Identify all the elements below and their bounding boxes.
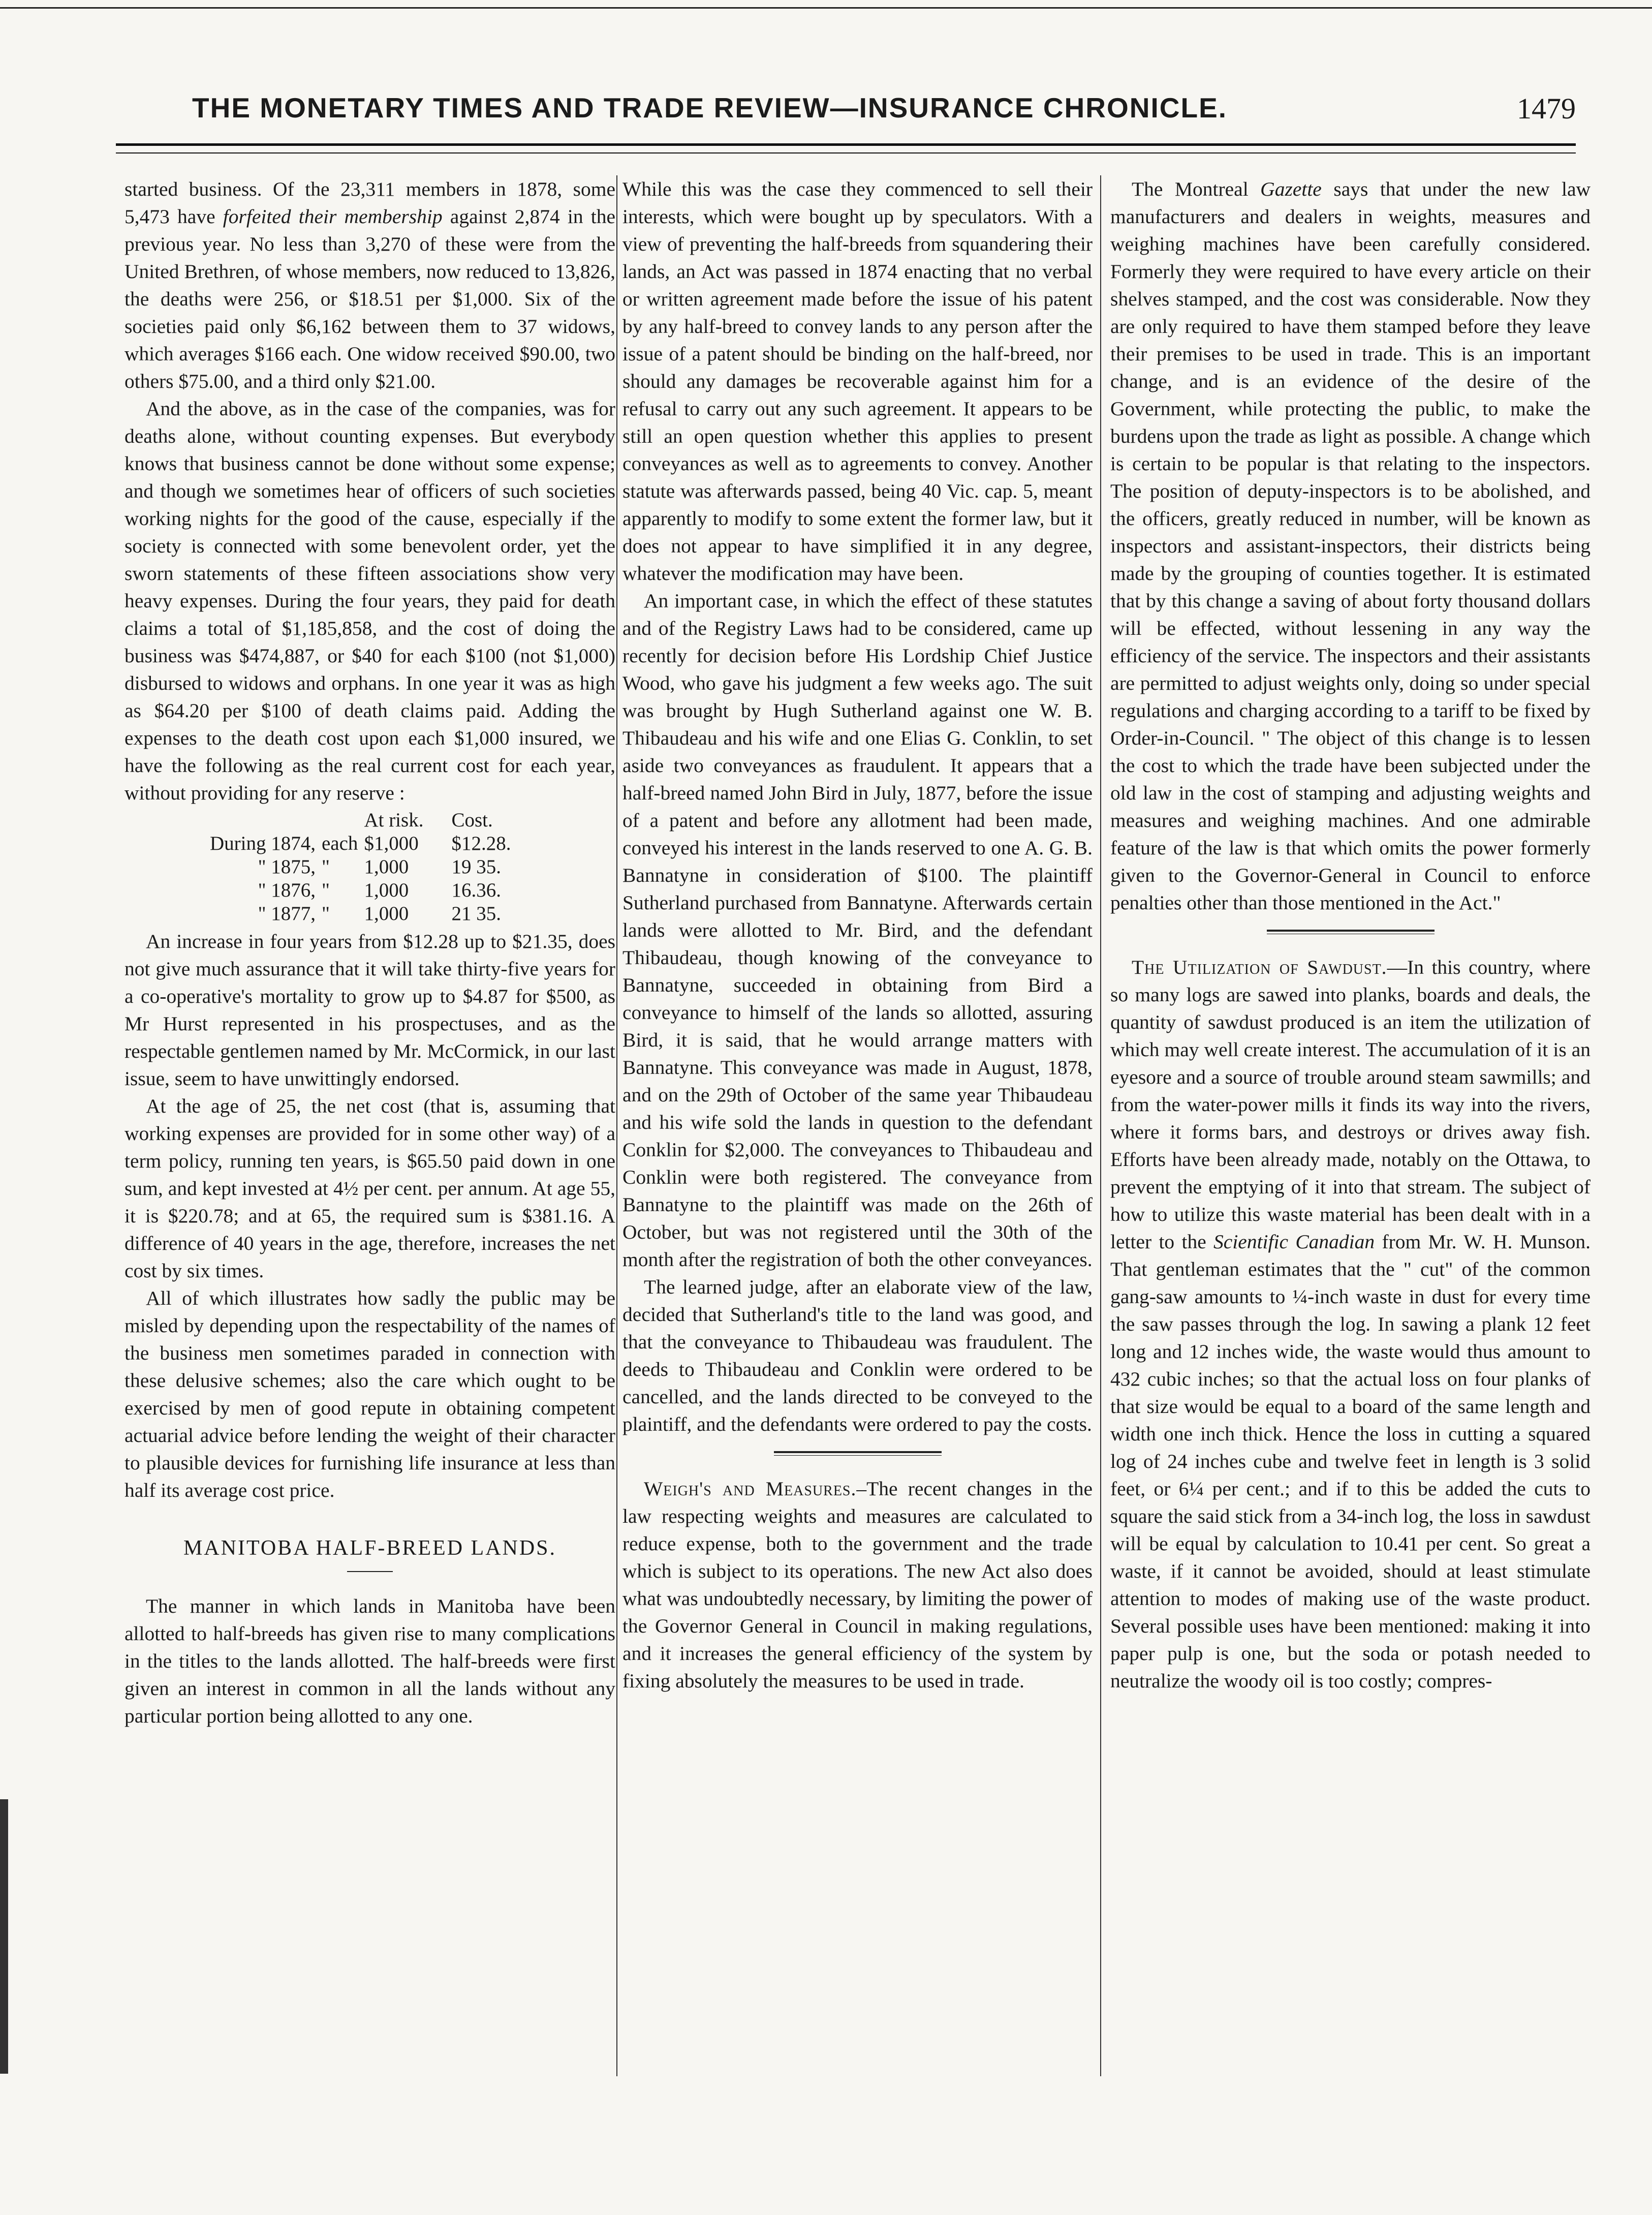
table-cell: ": [322, 856, 330, 878]
table-cell: " 1876,: [258, 879, 316, 901]
paragraph: [1110, 953, 1591, 1695]
table-cell: " 1875,: [258, 856, 316, 878]
header-rule-thick: [116, 143, 1576, 146]
paragraph: [1110, 175, 1591, 916]
header-rule-thin: [116, 152, 1576, 153]
paragraph: All of which illustrates how sadly the public may be misled by depending upon the respectability of the names of the business men sometimes paraded in connection with these delusive schemes; also the care which ought to be exercised by men of good repute in obtaining competent actuarial advice before lending the weight of their character to plausible devices for furnishing life insurance at less than half its average cost price.: [124, 1287, 615, 1501]
paragraph: While this was the case they commenced to sell their interests, which were bought up by speculators. With a view of preventing the half-breeds from squandering their lands, an Act was passed in 1874 enacting that no verbal or written agreement made before the issue of his patent by any half-breed to convey lands to any person after the issue of a patent should be binding on the half-breed, nor should any damages be recoverable against him for a refusal to carry out any such agreement. It appears to be still an open question whether this applies to present conveyances as well as to agreements to convey. Another statute was afterwards passed, being 40 Vic. cap. 5, meant apparently to modify to some extent the former law, but it does not appear to have simplified it in any degree, whatever the modification may have been.: [622, 178, 1093, 584]
section-separator: [774, 1451, 942, 1456]
section-separator: [1267, 930, 1435, 934]
table-row: [124, 855, 615, 879]
table-row: [124, 879, 615, 902]
paragraph: An important case, in which the effect of these statutes and of the Registry Laws had to be considered, came up recently for decision before His Lordship Chief Justice Wood, who gave his judgment a few weeks ago. The suit was brought by Hugh Sutherland against one W. B. Thibaudeau and his wife and one Elias G. Conklin, to set aside two conveyances as fraudulent. It appears that a half-breed named John Bird in July, 1877, before the issue of a patent and before any allotment had been made, conveyed his interest in the lands reserved to one A. G. B. Bannatyne in consideration of $100. The plaintiff Sutherland purchased from Bannatyne. Afterwards certain lands were allotted to Mr. Bird, and the defendant Thibaudeau, though knowing of the conveyance to Bannatyne, succeeded in obtaining from Bird a conveyance to himself of the lands so allotted, assuring Bird, it is said, that he would arrange matters with Bannatyne. This conveyance was made in August, 1878, and on the 29th of October of the same year Thibaudeau and his wife sold the lands in question to the defendant Conklin for $2,000. The conveyances to Thibaudeau and Conklin were both registered. The conveyance from Bannatyne to the plaintiff was made on the 26th of October, but was not registered until the 30th of the month after the registration of both the other conveyances.: [622, 590, 1093, 1271]
text-run: from Mr. W. H. Munson. That gentleman estimates that the " cut" of the common gang-saw amounts to ¼-inch waste in dust for every time the saw passes through the log. In sawing a plank 12 feet long and 12 inches wide, the waste would thus amount to 432 cubic inches; so that the actual loss on four planks of that size would be equal to a board of the same length and width one inch thick. Hence the loss in cutting a squared log of 24 inches cube and twelve feet in length is 3 solid feet, or 6¼ per cent.; and if to this be added the cuts to square the said stick from a 34-inch log, the loss in sawdust will be equal by calculation to 10.41 per cent. So great a waste, if it cannot be avoided, should at least stimulate attention to modes of making use of the waste product. Several possible uses have been mentioned: making it into paper pulp is one, but the soda or potash needed to neutralize the woody oil is too costly; compres-: [1110, 1230, 1591, 1692]
text-run: against 2,874 in the previous year. No less than 3,270 of these were from the United Brethren, of whose members, now reduced to 13,826, the deaths were 256, or $18.51 per $1,000. Six of the societies paid only $6,162 between them to 37 widows, which averages $166 each. One widow received $90.00, two others $75.00, and a third only $21.00.: [124, 205, 615, 392]
page-number: 1479: [1517, 92, 1576, 125]
heading-rule: [347, 1571, 393, 1572]
top-edge-rule: [0, 0, 1652, 9]
column-header: Cost.: [451, 809, 493, 831]
binding-edge-mark: [0, 1799, 8, 2074]
table-cell: ": [322, 903, 330, 925]
paragraph: [124, 175, 615, 395]
table-cell: 1,000: [364, 856, 409, 878]
text-run: —In this country, where so many logs are sawed into planks, boards and deals, the quantity of sawdust produced is an item the utilization of which may well create interest. The accumulation of it is an eyesore and a source of trouble around steam sawmills; and from the water-power mills it finds its way into the rivers, where it forms bars, and destroys or drives away fish. Efforts have been already made, notably on the Ottawa, to prevent the emptying of it into that stream. The subject of how to utilize this waste material has been dealt with in a letter to the: [1110, 956, 1591, 1253]
text-run: The Montreal: [1132, 178, 1249, 200]
table-cell: " 1877,: [258, 903, 316, 925]
run-in-heading: The Utilization of Sawdust.: [1132, 956, 1387, 978]
column-middle: [622, 175, 1093, 2066]
emphasis-text: forfeited their membership: [223, 205, 443, 228]
column-left: [124, 175, 615, 2066]
text-run: started business. Of the 23,311 members in 1878, some 5,473 have: [124, 178, 615, 228]
emphasis-text: Gazette: [1260, 178, 1322, 200]
table-row: [124, 832, 615, 855]
section-heading: MANITOBA HALF-BREED LANDS.: [183, 1536, 557, 1560]
table-row: [124, 902, 615, 926]
cost-table: [124, 809, 615, 926]
paragraph: And the above, as in the case of the companies, was for deaths alone, without counting expenses. But everybody knows that business cannot be done without some expense; and though we sometimes hear of officers of such societies working nights for the good of the cause, especially if the society is connected with some benevolent order, yet the sworn statements of these fifteen associations show very heavy expenses. During the four years, they paid for death claims a total of $1,185,858, and the cost of doing the business was $474,887, or $40 for each $100 (not $1,000) disbursed to widows and orphans. In one year it was as high as $64.20 per $100 of death claims paid. Adding the expenses to the death cost upon each $1,000 insured, we have the following as the real current cost for each year, without providing for any reserve :: [124, 397, 615, 804]
table-cell: 16.36.: [451, 879, 501, 901]
column-header: At risk.: [364, 809, 424, 831]
journal-title: THE MONETARY TIMES AND TRADE REVIEW—INSURANCE CHRONICLE.: [192, 92, 1228, 124]
column-right: [1110, 175, 1591, 2066]
paragraph: At the age of 25, the net cost (that is, assuming that working expenses are provided for in some other way) of a term policy, running ten years, is $65.50 paid down in one sum, and kept invested at 4½ per cent. per annum. At age 55, it is $220.78; and at 65, the required sum is $381.16. A difference of 40 years in the age, therefore, increases the net cost by six times.: [124, 1095, 615, 1282]
table-cell: 19 35.: [451, 856, 501, 878]
column-divider: [616, 175, 617, 2076]
text-run: says that under the new law manufacturers and dealers in weights, measures and weighing machines have been carefully considered. Formerly they were required to have every article on their shelves stamped, and the cost was considerable. Now they are only required to have them stamped before they leave their premises to be used in trade. This is an important change, and is an evidence of the desire of the Government, while protecting the public, to make the burdens upon the trade as light as possible. A change which is certain to be popular is that relating to the inspectors. The position of deputy-inspectors is to be abolished, and the officers, greatly reduced in number, will be known as inspectors and assistant-inspectors, their districts being made by the grouping of counties together. It is estimated that by this change a saving of about forty thousand dollars will be effected, without lessening in any way the efficiency of the service. The inspectors and their assistants are permitted to adjust weights only, doing so under special regulations and charging according to a tariff to be fixed by Order-in-Council. " The object of this change is to lessen the cost to which the trade have been subjected under the old law in the cost of stamping and adjusting weights and measures and weighing machines. And one admirable feature of the law is that which omits the power formerly given to the Governor-General in Council to enforce penalties other than those mentioned in the Act.": [1110, 178, 1591, 914]
emphasis-text: Scientific Canadian: [1213, 1230, 1375, 1253]
page-header: [116, 81, 1576, 137]
table-cell: $12.28.: [451, 833, 511, 854]
paragraph: An increase in four years from $12.28 up to $21.35, does not give much assurance that it will take thirty-five years for a co-operative's mortality to grow up to $4.87 for $500, as Mr Hurst represented in his prospectuses, and as the respectable gentlemen named by Mr. McCormick, in our last issue, seem to have unwittingly endorsed.: [124, 930, 615, 1090]
run-in-heading: Weigh's and Measures.: [644, 1478, 857, 1500]
table-header-row: [124, 809, 615, 832]
paragraph: The learned judge, after an elaborate view of the law, decided that Sutherland's title to the land was good, and that the conveyance to Thibaudeau was fraudulent. The deeds to Thibaudeau and Conklin were ordered to be cancelled, and the lands directed to be conveyed to the plaintiff, and the defendants were ordered to pay the costs.: [622, 1276, 1093, 1435]
paragraph: [622, 1475, 1093, 1695]
table-cell: ": [322, 879, 330, 901]
table-cell: 1,000: [364, 879, 409, 901]
table-cell: 21 35.: [451, 903, 501, 925]
table-cell: each: [322, 833, 358, 854]
table-cell: During 1874,: [210, 833, 316, 854]
paragraph: The manner in which lands in Manitoba have been allotted to half-breeds has given rise to many complications in the titles to the lands allotted. The half-breeds were first given an interest in common in all the lands without any particular portion being allotted to any one.: [124, 1595, 615, 1727]
table-cell: 1,000: [364, 903, 409, 925]
table-cell: $1,000: [364, 833, 419, 854]
column-divider: [1100, 175, 1101, 2076]
text-run: –The recent changes in the law respecting weights and measures are calculated to reduce expense, both to the government and the trade which is subject to its operations. The new Act also does what was undoubtedly necessary, by limiting the power of the Governor General in Council in making regulations, and it increases the general efficiency of the system by fixing absolutely the measures to be used in trade.: [622, 1478, 1093, 1692]
